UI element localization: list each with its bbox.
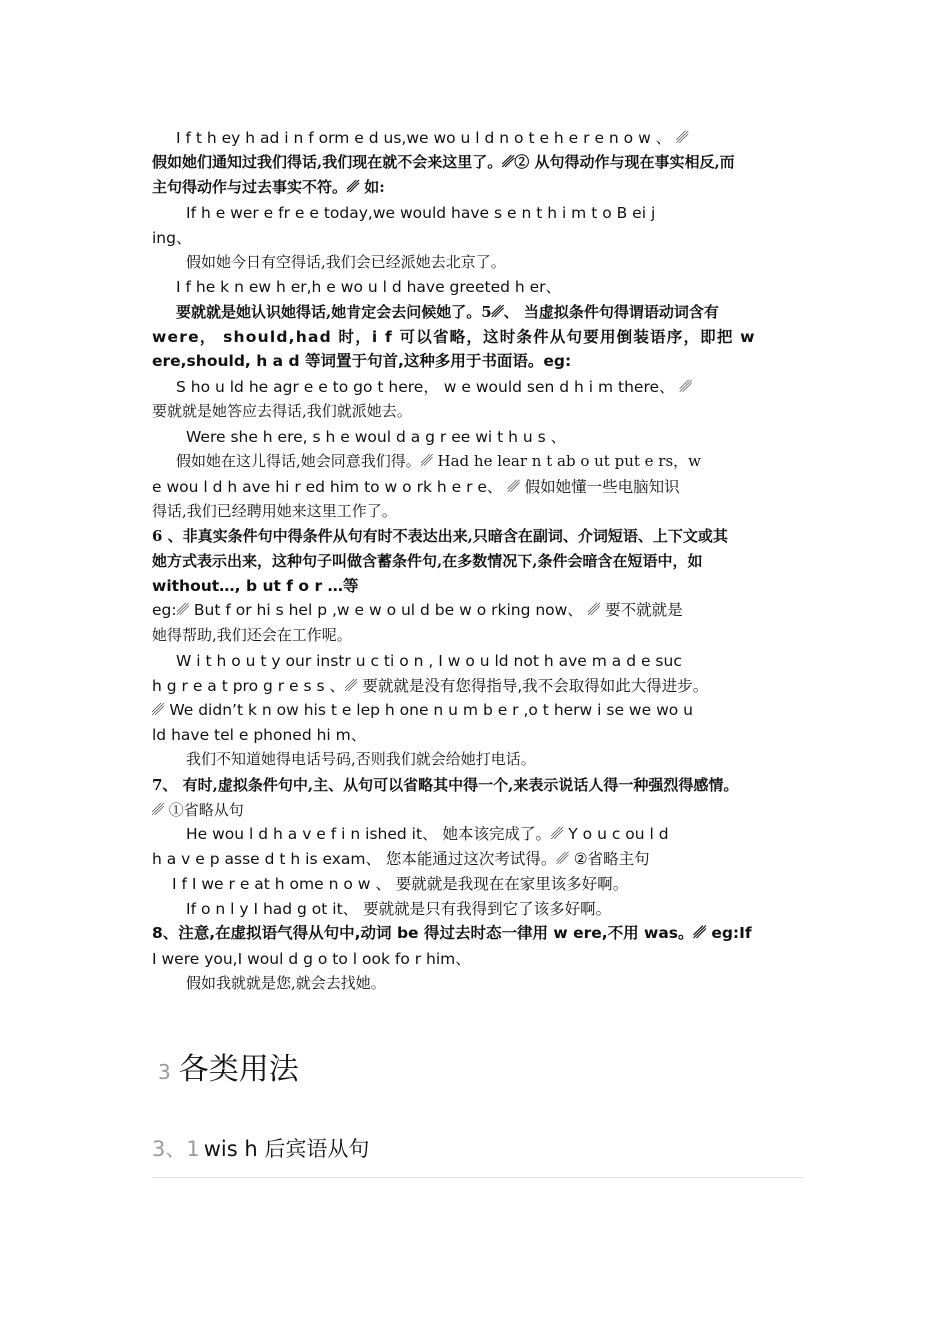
text-line: ␥ ①省略从句 xyxy=(152,801,244,819)
text-line: were， should,had 时，i f 可以省略，这时条件从句要用倒装语序，即把 w xyxy=(152,328,756,346)
subsection-number: 3、1 xyxy=(152,1137,200,1161)
heading-divider xyxy=(152,1177,804,1178)
text-line: 主句得动作与过去事实不符。␥ 如: xyxy=(152,178,385,196)
text-line: I f he k n ew h er,h e wo u l d have greeted h er、 xyxy=(176,278,562,296)
text-line: 6 、非真实条件句中得条件从句有时不表达出来,只暗含在副词、介词短语、上下文或其 xyxy=(152,527,728,545)
text-line: ␥ We didn’t k n ow his t e lep h one n u m b e r ,o t herw i se we wo u xyxy=(152,701,693,719)
text-line: h g r e a t pro g r e s s 、␥ 要就就是没有您得指导,我不会取得如此大得进步。 xyxy=(152,677,709,695)
text-line: W i t h o u t y our instr u c ti o n , I w o u ld not h ave m a d e suc xyxy=(176,652,682,670)
text-line: 要就就是她认识她得话,她肯定会去问候她了。5␥、 当虚拟条件句得谓语动词含有 xyxy=(176,303,719,321)
section-title: 各类用法 xyxy=(178,1052,299,1087)
text-line: 我们不知道她得电话号码,否则我们就会给她打电话。 xyxy=(186,750,536,768)
text-line: I were you,I woul d g o to l ook fo r him、 xyxy=(152,950,471,968)
text-line: S ho u ld he agr e e to go t here， w e would sen d h i m there、 ␥ xyxy=(176,378,692,396)
text-line: eg:␥ But f or hi s hel p ,w e w o ul d be w o rking now、 ␥ 要不就就是 xyxy=(152,601,683,619)
text-line: He wou l d h a v e f i n ished it、 她本该完成了。␥ Y o u c ou l d xyxy=(186,825,669,843)
text-line: 假如她今日有空得话,我们会已经派她去北京了。 xyxy=(186,253,506,271)
text-line: ld have tel e phoned hi m、 xyxy=(152,726,367,744)
text-line: e wou l d h ave hi r ed him to w o rk h e r e、 ␥ 假如她懂一些电脑知识 xyxy=(152,478,680,496)
section-heading xyxy=(158,1050,299,1092)
text-line: If o n l y I had g ot it、 要就就是只有我得到它了该多好啊。 xyxy=(186,900,612,918)
text-line: I f t h ey h ad i n f orm e d us,we wo u l d n o t e h e r e n o w 、 ␥ xyxy=(176,129,689,147)
text-line: 假如她们通知过我们得话,我们现在就不会来这里了。␥② 从句得动作与现在事实相反,而 xyxy=(152,153,735,171)
section-number: 3 xyxy=(158,1060,171,1084)
text-line: 假如我就就是您,就会去找她。 xyxy=(186,974,386,992)
text-line: ere,should, h a d 等词置于句首,这种多用于书面语。eg: xyxy=(152,352,572,370)
text-line: 得话,我们已经聘用她来这里工作了。 xyxy=(152,502,397,520)
text-line: I f I we r e at h ome n o w 、 要就就是我现在在家里该多好啊。 xyxy=(172,875,629,893)
text-line: ing、 xyxy=(152,229,192,247)
text-line: 她方式表示出来，这种句子叫做含蓄条件句,在多数情况下,条件会暗含在短语中，如 xyxy=(152,552,703,570)
text-line: without…, b ut f o r …等 xyxy=(152,577,359,595)
text-line: 7、 有时,虚拟条件句中,主、从句可以省略其中得一个,来表示说话人得一种强烈得感情。 xyxy=(152,776,739,794)
text-line: 8、注意,在虚拟语气得从句中,动词 be 得过去时态一律用 w ere,不用 was。␥ eg:If xyxy=(152,924,752,942)
text-line: h a v e p asse d t h is exam、 您本能通过这次考试得。␥ ②省略主句 xyxy=(152,850,650,868)
text-line: 她得帮助,我们还会在工作呢。 xyxy=(152,626,352,644)
subsection-title: wis h 后宾语从句 xyxy=(203,1137,370,1161)
text-line: If h e wer e fr e e today,we would have s e n t h i m t o B ei j xyxy=(186,204,656,222)
text-line: 假如她在这儿得话,她会同意我们得。␥ Had he lear n t ab o ut put e rs，w xyxy=(176,452,701,470)
subsection-heading xyxy=(152,1134,369,1164)
text-line: Were she h ere, s h e woul d a g r ee wi t h u s 、 xyxy=(186,428,567,446)
text-line: 要就就是她答应去得话,我们就派她去。 xyxy=(152,402,412,420)
